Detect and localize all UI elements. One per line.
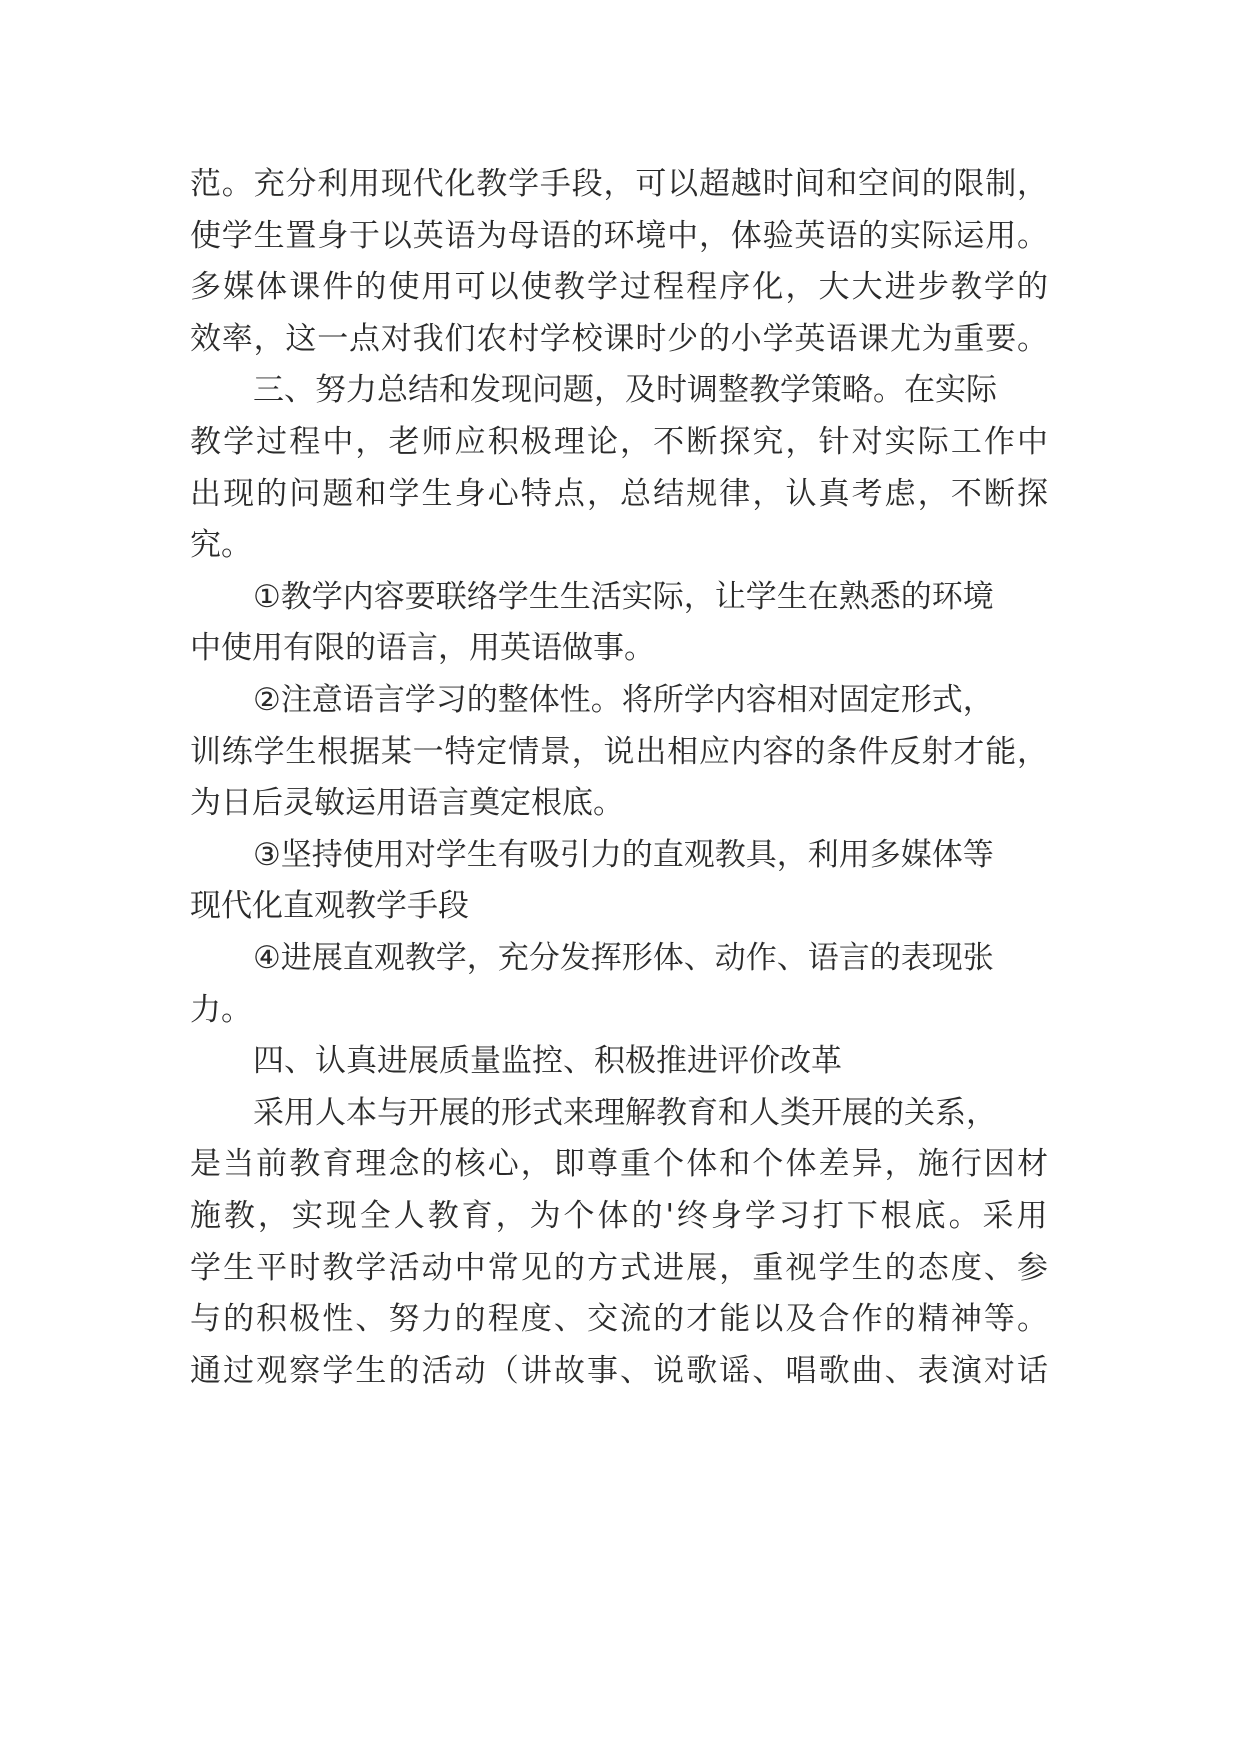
text-line: ④进展直观教学，充分发挥形体、动作、语言的表现张 (253, 940, 994, 976)
text-line: 是当前教育理念的核心，即尊重个体和个体差异，施行因材 (190, 1146, 1051, 1182)
text-line: 训练学生根据某一特定情景，说出相应内容的条件反射才能， (190, 734, 1049, 770)
text-line: 中使用有限的语言，用英语做事。 (190, 630, 655, 666)
text-line: ①教学内容要联络学生生活实际，让学生在熟悉的环境 (253, 579, 994, 615)
text-line: 通过观察学生的活动（讲故事、说歌谣、唱歌曲、表演对话 (190, 1353, 1051, 1389)
text-line: 与的积极性、努力的程度、交流的才能以及合作的精神等。 (190, 1301, 1051, 1337)
text-line: 四、认真进展质量监控、积极推进评价改革 (253, 1043, 842, 1079)
text-line: 教学过程中，老师应积极理论，不断探究，针对实际工作中 (190, 424, 1051, 460)
text-line: 三、努力总结和发现问题，及时调整教学策略。在实际 (253, 372, 997, 408)
text-line: 究。 (190, 527, 252, 563)
text-line: 学生平时教学活动中常见的方式进展，重视学生的态度、参 (190, 1250, 1051, 1286)
text-line: 为日后灵敏运用语言奠定根底。 (190, 785, 624, 821)
text-line: 多媒体课件的使用可以使教学过程程序化，大大进步教学的 (190, 269, 1051, 305)
text-line: 采用人本与开展的形式来理解教育和人类开展的关系， (253, 1095, 997, 1131)
text-line: 施教，实现全人教育，为个体的'终身学习打下根底。采用 (190, 1198, 1051, 1234)
text-line: ②注意语言学习的整体性。将所学内容相对固定形式， (253, 682, 994, 718)
text-line: 效率，这一点对我们农村学校课时少的小学英语课尤为重要。 (190, 321, 1049, 357)
text-line: 使学生置身于以英语为母语的环境中，体验英语的实际运用。 (190, 218, 1049, 254)
text-line: 力。 (190, 992, 252, 1028)
text-line: ③坚持使用对学生有吸引力的直观教具，利用多媒体等 (253, 837, 994, 873)
text-line: 现代化直观教学手段 (190, 888, 469, 924)
text-line: 范。充分利用现代化教学手段，可以超越时间和空间的限制， (190, 166, 1049, 202)
text-line: 出现的问题和学生身心特点，总结规律，认真考虑，不断探 (190, 476, 1051, 512)
